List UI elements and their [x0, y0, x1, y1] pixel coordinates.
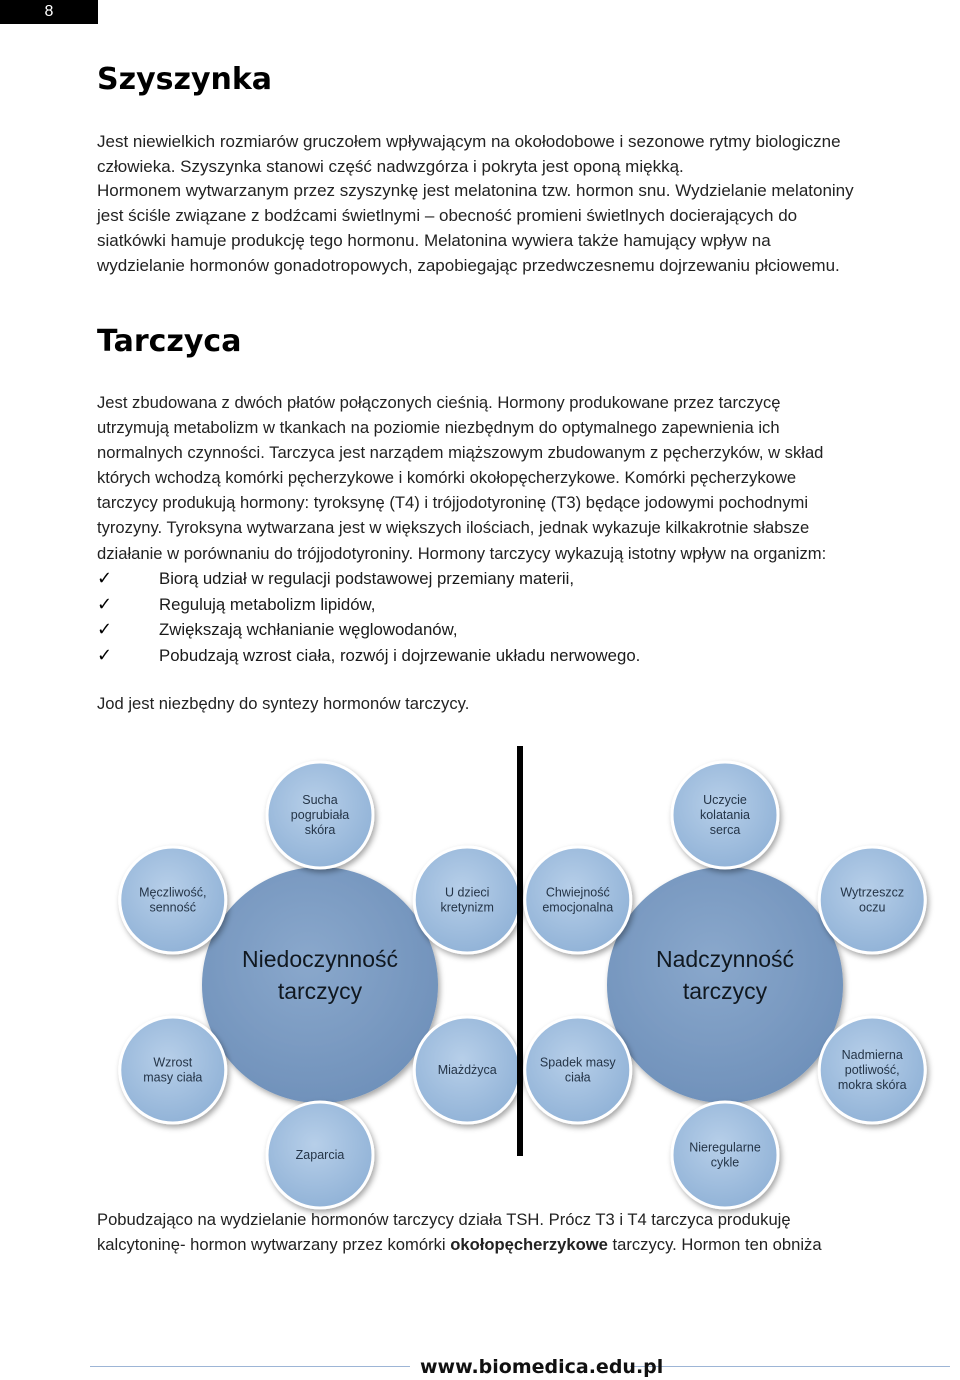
effect-text: Regulują metabolizm lipidów, [159, 594, 376, 614]
effect-list-item [97, 566, 927, 592]
satellite-label: U dzieci [444, 885, 490, 900]
checkmark-icon: ✓ [97, 568, 113, 589]
satellite-label: cykle [710, 1155, 740, 1170]
satellite-node [120, 847, 226, 953]
satellite-node [267, 1102, 373, 1208]
thyroid-line: działanie w porównaniu do trójjodotyroniny. Hormony tarczycy wykazują istotny wpływ na organizm: [97, 543, 827, 563]
satellite-node [819, 1017, 925, 1123]
satellite-label: senność [149, 900, 197, 915]
satellite-label: Sucha [302, 793, 338, 807]
satellite-label: skóra [304, 823, 336, 837]
satellite-label: ciała [564, 1070, 591, 1085]
satellite-node [672, 762, 778, 868]
satellite-node [525, 1017, 631, 1123]
hypothyroidism-diagram [125, 745, 515, 1160]
center-label: tarczycy [277, 978, 363, 1004]
satellite-label: kretynizm [440, 900, 494, 915]
thyroid-line: tyrozyny. Tyroksyna wytwarzana jest w większych ilościach, jednak wykazuje kilkakrotnie słabsze [97, 518, 810, 538]
pineal-paragraph [97, 130, 927, 278]
closing-line-1: Pobudzająco na wydzielanie hormonów tarczycy działa TSH. Prócz T3 i T4 tarczyca produkuję [97, 1210, 791, 1229]
satellite-node [525, 847, 631, 953]
effect-list-item [97, 643, 927, 669]
effect-text: Biorą udział w regulacji podstawowej przemiany materii, [159, 569, 575, 588]
diagram-divider [517, 746, 523, 1156]
center-label: Nadczynność [655, 946, 795, 972]
footer-rule-right [630, 1366, 950, 1367]
satellite-node [414, 1017, 520, 1123]
thyroid-line: normalnych czynności. Tarczyca jest narządem miąższowym zbudowanym z pęcherzyków, w skład [97, 443, 824, 463]
checkmark-icon: ✓ [97, 593, 113, 615]
pineal-line: Hormonem wytwarzanym przez szyszynkę jest melatonina tzw. hormon snu. Wydzielanie melatoniny [97, 181, 854, 201]
page-number: 8 [0, 0, 98, 24]
satellite-node [120, 1017, 226, 1123]
footer-rule-left [90, 1366, 410, 1367]
iodine-note: Jod jest niezbędny do syntezy hormonów tarczycy. [97, 694, 470, 713]
satellite-node [267, 762, 373, 868]
thyroid-line: Jest zbudowana z dwóch płatów połączonych cieśnią. Hormony produkowane przez tarczycę [97, 393, 781, 412]
checkmark-icon: ✓ [97, 619, 113, 640]
closing-line-2-end: tarczycy. Hormon ten obniża [607, 1235, 822, 1255]
satellite-node [672, 1102, 778, 1208]
satellite-label: emocjonalna [542, 900, 614, 915]
checkmark-icon: ✓ [97, 644, 113, 666]
satellite-label: Uczycie [703, 793, 747, 807]
satellite-label: Zaparcia [295, 1148, 345, 1162]
satellite-label: pogrubiała [290, 808, 350, 822]
satellite-label: Wytrzeszcz [840, 885, 905, 900]
closing-paragraph [97, 1207, 927, 1257]
effect-text: Pobudzają wzrost ciała, rozwój i dojrzewanie układu nerwowego. [159, 645, 641, 665]
satellite-label: Spadek masy [539, 1055, 616, 1070]
heading-pineal: Szyszynka [97, 62, 273, 97]
thyroid-effects-list [97, 566, 927, 668]
thyroid-line: których wchodzą komórki pęcherzykowe i komórki okołopęcherzykowe. Komórki pęcherzykowe [97, 468, 797, 488]
pineal-line: Jest niewielkich rozmiarów gruczołem wpływającym na okołodobowe i sezonowe rytmy biologiczne [97, 132, 841, 151]
center-label: tarczycy [682, 978, 768, 1004]
satellite-label: mokra skóra [837, 1078, 907, 1092]
thyroid-line: utrzymują metabolizm w tkankach na poziomie niezbędnym do optymalnego zapewnienia ich [97, 418, 780, 438]
pineal-line: siatkówki hamuje produkcję tego hormonu. Melatonina wywiera także hamujący wpływ na [97, 230, 771, 250]
satellite-label: Chwiejność [545, 885, 610, 900]
satellite-label: Nadmierna [841, 1048, 903, 1062]
satellite-label: Miażdżyca [437, 1063, 497, 1077]
satellite-label: kolatania [699, 808, 751, 822]
satellite-label: Nieregularne [689, 1140, 761, 1155]
satellite-label: potliwość, [844, 1063, 900, 1077]
satellite-node [414, 847, 520, 953]
effect-text: Zwiększają wchłanianie węglowodanów, [159, 620, 458, 639]
pineal-line: wydzielanie hormonów gonadotropowych, zapobiegając przedwczesnemu dojrzewaniu płciowemu. [97, 255, 840, 275]
pineal-line: człowieka. Szyszynka stanowi część nadwzgórza i pokryta jest oponą miękką. [97, 156, 684, 176]
satellite-label: serca [709, 823, 741, 837]
satellite-label: masy ciała [143, 1070, 203, 1085]
satellite-label: Wzrost [153, 1055, 193, 1070]
footer-url[interactable]: www.biomedica.edu.pl [420, 1356, 664, 1378]
center-label: Niedoczynność [242, 946, 398, 972]
hyperthyroidism-diagram [530, 745, 920, 1170]
heading-thyroid: Tarczyca [97, 324, 242, 359]
satellite-label: oczu [859, 900, 886, 915]
closing-line-2 [97, 1232, 927, 1257]
satellite-label: Męczliwość, [139, 885, 207, 900]
effect-list-item [97, 592, 927, 618]
thyroid-paragraph [97, 390, 927, 566]
closing-line-2-bold: okołopęcherzykowe [450, 1235, 608, 1255]
pineal-line: jest ściśle związane z bodźcami świetlnymi – obecność promieni świetlnych docierających do [97, 206, 798, 226]
closing-line-2-start: kalcytoninę- hormon wytwarzany przez komórki [97, 1235, 451, 1255]
effect-list-item [97, 617, 927, 643]
thyroid-line: tarczycy produkują hormony: tyroksynę (T4) i trójjodotyroninę (T3) będące jodowymi pochodnymi [97, 493, 809, 513]
satellite-node [819, 847, 925, 953]
